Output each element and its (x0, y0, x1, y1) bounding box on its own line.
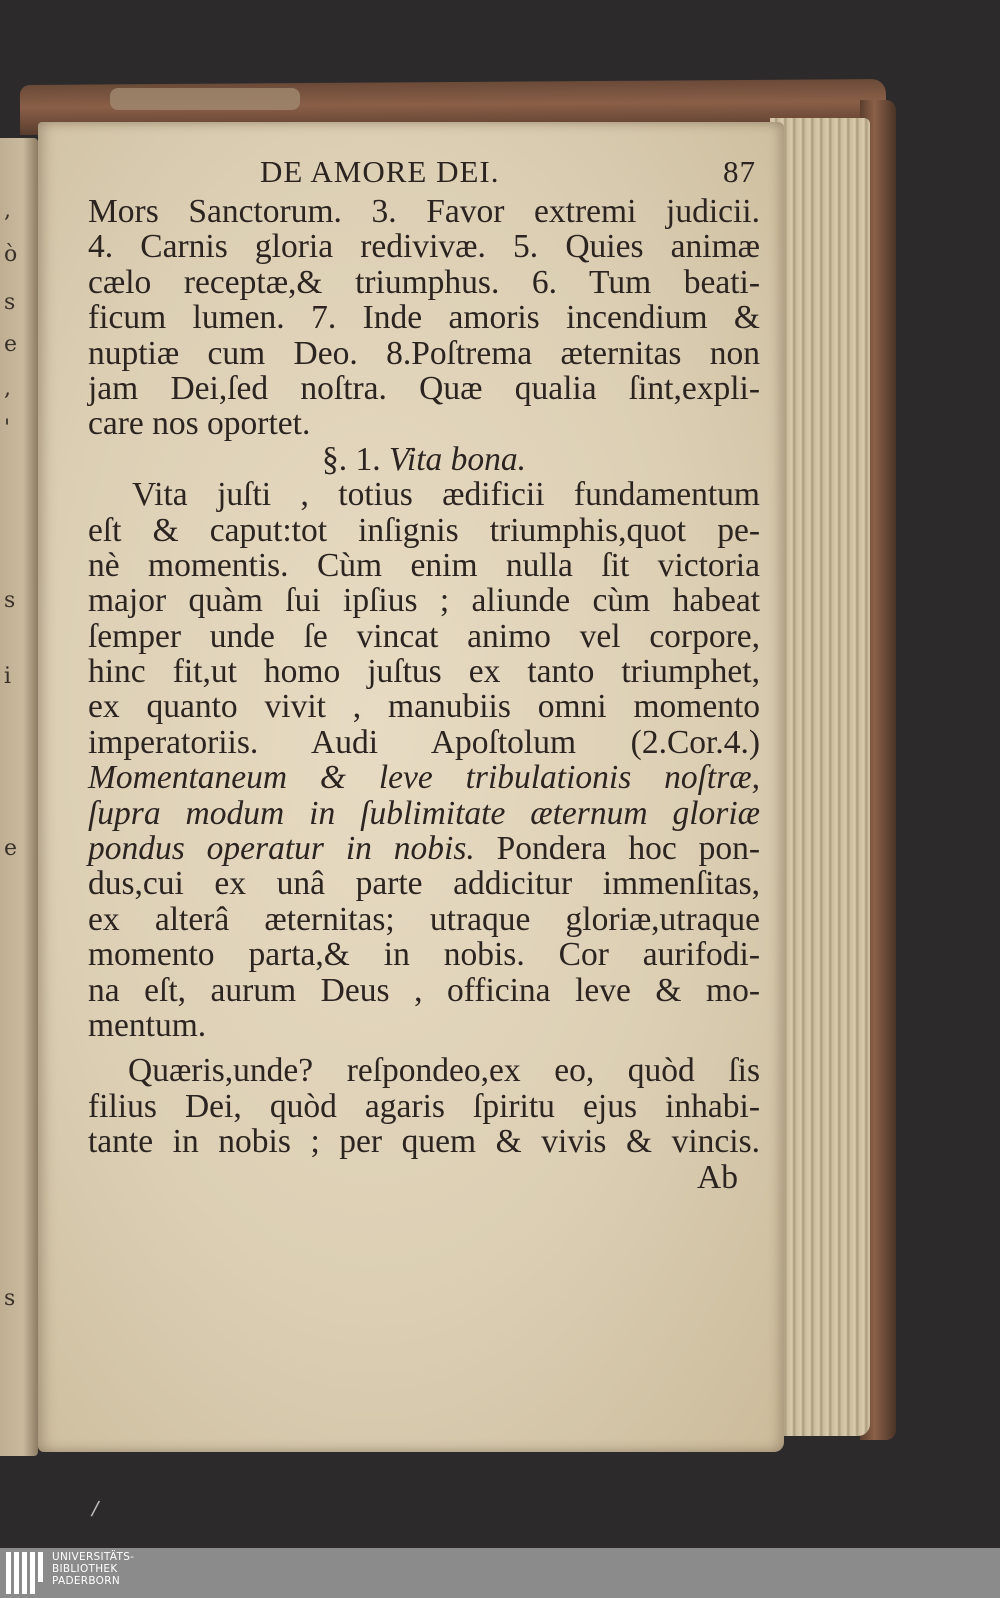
scan-mark: / (89, 1495, 101, 1521)
library-name-line: BIBLIOTHEK (52, 1563, 118, 1575)
text-line: jam Dei,ſed noſtra. Quæ qualia ſint,expli- (88, 369, 760, 407)
section-mark: §. 1. (321, 440, 381, 478)
text-line: mentum. (88, 1006, 207, 1044)
text-line: na eſt, aurum Deus , officina leve & mo- (88, 971, 760, 1009)
page-number: 87 (723, 154, 756, 189)
italic-quote-end: pondus operatur in nobis. (88, 830, 475, 868)
text-line: Quæris,unde? reſpondeo,ex eo, quòd ſis (128, 1052, 760, 1090)
text-line: Vita juſti , totius ædificii fundamentum (132, 476, 760, 514)
library-name (52, 1551, 134, 1587)
library-name-line: PADERBORN (52, 1575, 120, 1587)
library-name-line: UNIVERSITÄTS- (52, 1551, 135, 1563)
text-line (88, 831, 760, 866)
page-text (88, 152, 760, 1195)
left-page-fragment: e (4, 836, 18, 861)
left-page-margin (0, 138, 38, 1456)
text-line: ſemper unde ſe vincat animo vel corpore, (88, 617, 760, 655)
library-logo-icon (6, 1552, 46, 1594)
left-page-fragment: s (4, 588, 16, 613)
text-line: hinc fit,ut homo juſtus ex tanto triumphet, (88, 653, 760, 691)
running-title: DE AMORE DEI. (260, 154, 500, 189)
italic-quote-line: Momentaneum & leve tribulationis noſtræ, (88, 759, 760, 797)
text-line: ficum lumen. 7. Inde amoris incendium & (88, 299, 760, 337)
text-line: dus,cui ex unâ parte addicitur immenſitas, (88, 865, 760, 903)
section-title: Vita bona. (388, 440, 527, 478)
text-line: care nos oportet. (88, 405, 311, 443)
text-line: Mors Sanctorum. 3. Favor extremi judicii. (88, 193, 760, 230)
text-line: tante in nobis ; per quem & vivis & vincis. (88, 1123, 760, 1161)
text-line: ex quanto vivit , manubiis omni momento (88, 688, 760, 726)
left-page-fragment: s (4, 1286, 16, 1311)
page-edges (770, 118, 870, 1436)
left-page-fragment: , (4, 376, 11, 401)
text-line: nuptiæ cum Deo. 8.Poſtrema æternitas non (88, 334, 760, 372)
catchword: Ab (697, 1158, 738, 1196)
left-page-fragment: i (4, 664, 12, 689)
text-line: filius Dei, quòd agaris ſpiritu ejus inhabi- (88, 1087, 760, 1125)
italic-quote-line: ſupra modum in ſublimitate æternum gloriæ (88, 794, 760, 832)
text-line: eſt & caput:tot inſignis triumphis,quot pe- (88, 511, 760, 549)
section-heading (88, 442, 760, 477)
left-page-fragment: ò (4, 242, 18, 267)
left-page-fragment: s (4, 290, 16, 315)
left-page-fragment: , (4, 198, 11, 223)
running-header (88, 152, 760, 194)
text-line: ex alterâ æternitas; utraque gloriæ,utraque (88, 900, 760, 938)
text-line: nè momentis. Cùm enim nulla ſit victoria (88, 546, 760, 584)
text-line: cælo receptæ,& triumphus. 6. Tum beati- (88, 263, 760, 301)
text-line: major quàm ſui ipſius ; aliunde cùm habeat (88, 582, 760, 620)
left-page-fragment: ' (4, 416, 11, 441)
text-line: 4. Carnis gloria redivivæ. 5. Quies animæ (88, 228, 760, 266)
library-footer (0, 1548, 1000, 1598)
text-fragment: Pondera hoc pon- (496, 830, 760, 868)
cover-damage (110, 88, 300, 110)
left-page-fragment: e (4, 332, 18, 357)
text-line: imperatoriis. Audi Apoſtolum (2.Cor.4.) (88, 723, 760, 761)
text-line: momento parta,& in nobis. Cor aurifodi- (88, 936, 760, 974)
